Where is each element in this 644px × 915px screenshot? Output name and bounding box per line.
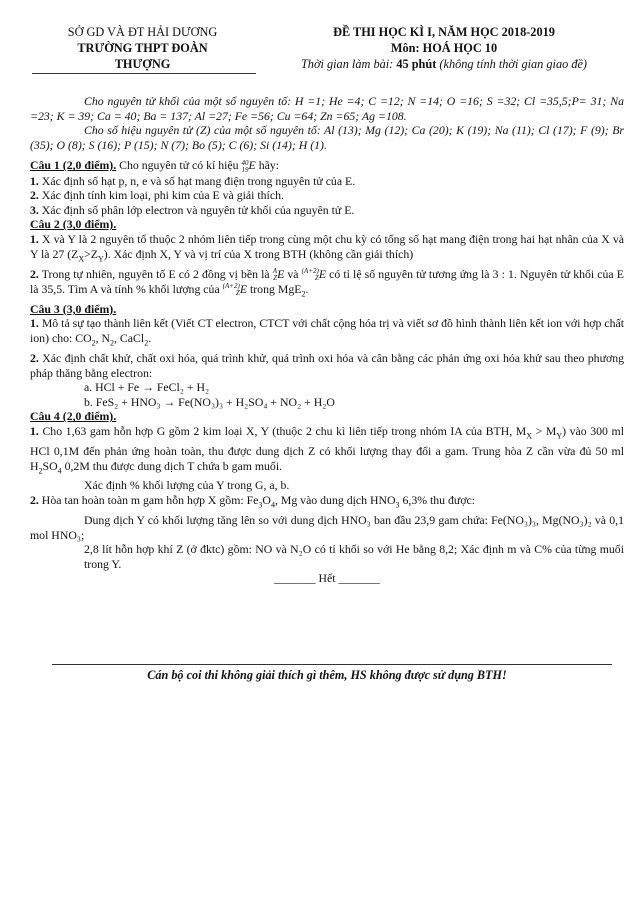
question-4-item-2-solution-y: Dung dịch Y có khối lượng tăng lên so với dung dịch HNO₃ ban đầu 23,9 gam chứa: Fe(NO₃)₃, Mg(NO₃)₂ và 0,1 mol HNO₃; xyxy=(30,513,624,542)
question-3 xyxy=(30,302,624,317)
question-1-item-3: 3. Xác định số phân lớp electron và nguyên tử khối của nguyên tử E. xyxy=(30,202,355,217)
school-name-line2: THƯỢNG xyxy=(114,57,171,71)
question-1: Câu 1 (2,0 điểm). Cho nguyên tử có kí hiệu 40 19E hãy: xyxy=(30,158,280,174)
question-4-item-1: 1. Cho 1,63 gam hỗn hợp G gồm 2 kim loại X, Y (thuộc 2 chu kì liên tiếp trong nhóm IA của BTH, $M_X > M_Y$) vào 300 ml HCl 0,1M đến phản ứng hoàn toàn, thu được dung dịch Z có khối lượng thay đổi a gam. Trung hòa Z cần vừa đủ 50 ml $H_2SO_4$ 0,2M thu được dung dịch T chứa b gam muối. xyxy=(30,423,624,475)
isotope-symbol: 40 19E xyxy=(241,158,256,174)
question-2 xyxy=(30,217,624,232)
question-4 xyxy=(30,409,624,424)
footer-note: Cán bộ coi thi không giải thích gì thêm, HS không được sử dụng BTH! xyxy=(147,668,507,682)
time-line: Thời gian làm bài: 45 phút (không tính thời gian giao đề) xyxy=(300,57,588,71)
atomic-mass-note: Cho nguyên tử khối của một số nguyên tố: H =1; He =4; C =12; N =14; O =16; S =32; Cl =35,5;P= 31; Na =23; K = 39; Ca = 40; Ba = 137; Al =27; Fe =56; Cu =64; Zn =65; Ag =108. xyxy=(30,94,624,123)
question-4-heading: Câu 4 (2,0 điểm). xyxy=(30,409,117,424)
subject-line: Môn: HOÁ HỌC 10 xyxy=(390,41,498,55)
question-4-item-1-task: Xác định % khối lượng của Y trong G, a, b. xyxy=(84,478,290,493)
question-1-item-1: 1. Xác định số hạt p, n, e và số hạt mang điện trong nguyên tử của E. xyxy=(30,173,356,188)
reaction-b: b. FeS₂ + HNO₃ → Fe(NO₃)₃ + H₂SO₄ + NO₂ + H₂O xyxy=(84,394,335,409)
question-1-heading: Câu 1 (2,0 điểm). xyxy=(30,158,117,173)
question-3-item-2: 2. Xác định chất khử, chất oxi hóa, quá trình khử, quá trình oxi hóa và cân bằng các phản ứng oxi hóa khử sau theo phương pháp thăng bằng electron: xyxy=(30,350,624,380)
reaction-a: a. HCl + Fe → FeCl₂ + H₂ xyxy=(84,380,210,395)
exam-body xyxy=(30,94,624,586)
question-4-item-2: 2. Hòa tan hoàn toàn m gam hỗn hợp X gồm: $Fe_3O_4$, Mg vào dung dịch $HNO_3$ 6,3% thu được: xyxy=(30,493,476,510)
footer-divider xyxy=(52,664,612,665)
atomic-number-note: Cho số hiệu nguyên tử (Z) của một số nguyên tố: Al (13); Mg (12); Ca (20); K (19); Na (11); Cl (17); F (9); Br (35); O (8); S (16); P (15); N (7); Bo (5); C (6); Si (14); H (1). xyxy=(30,123,624,152)
question-2-item-1: 1. X và Y là 2 nguyên tố thuộc 2 nhóm liên tiếp trong cùng một chu kỳ có tổng số hạt mang điện trong hai hạt nhân của X và Y là 27 $(Z_X>Z_Y)$. Xác định X, Y và vị trí của X trong BTH (không cần giải thích) xyxy=(30,232,624,263)
question-3-item-1: 1. Mô tả sự tạo thành liên kết (Viết CT electron, CTCT với chất cộng hóa trị và viết sơ đồ hình thành liên kết ion với hợp chất ion) cho: $CO_2$, $N_2$, CaCl$_2$. xyxy=(30,316,624,348)
school-name-line1: TRƯỜNG THPT ĐOÀN xyxy=(77,41,208,55)
question-2-item-2: 2. Trong tự nhiên, nguyên tố E có 2 đồng vị bền là A ZE và (A+2) ZE có tỉ lệ số nguyên tử tương ứng là 3 : 1. Nguyên tử khối của E là 35,5. Tìm A và tính % khối lượng của (A+2) ZE trong MgE$_2$. xyxy=(30,266,624,299)
header-divider xyxy=(32,73,256,74)
isotope-symbol-1: A ZE xyxy=(272,266,285,282)
question-4-item-2-gas-z: 2,8 lít hỗn hợp khí Z (ở đktc) gồm: NO và N₂O có tỉ khối so với He bằng 8,2; Xác định m và C% của từng muối trong Y. xyxy=(84,542,624,571)
end-marker: _______ Hết _______ xyxy=(274,571,380,586)
isotope-symbol-3: (A+2) ZE xyxy=(222,281,248,298)
department-name: SỞ GD VÀ ĐT HẢI DƯƠNG xyxy=(67,25,218,39)
question-1-item-2: 2. Xác định tính kim loại, phi kim của E và giải thích. xyxy=(30,188,284,203)
header-left xyxy=(30,24,255,72)
exam-title: ĐỀ THI HỌC KÌ I, NĂM HỌC 2018-2019 xyxy=(333,25,555,39)
question-2-heading: Câu 2 (3,0 điểm). xyxy=(30,217,117,232)
question-3-heading: Câu 3 (3,0 điểm). xyxy=(30,301,117,316)
header-right xyxy=(258,24,630,72)
isotope-symbol-2: (A+2) ZE xyxy=(301,266,327,282)
